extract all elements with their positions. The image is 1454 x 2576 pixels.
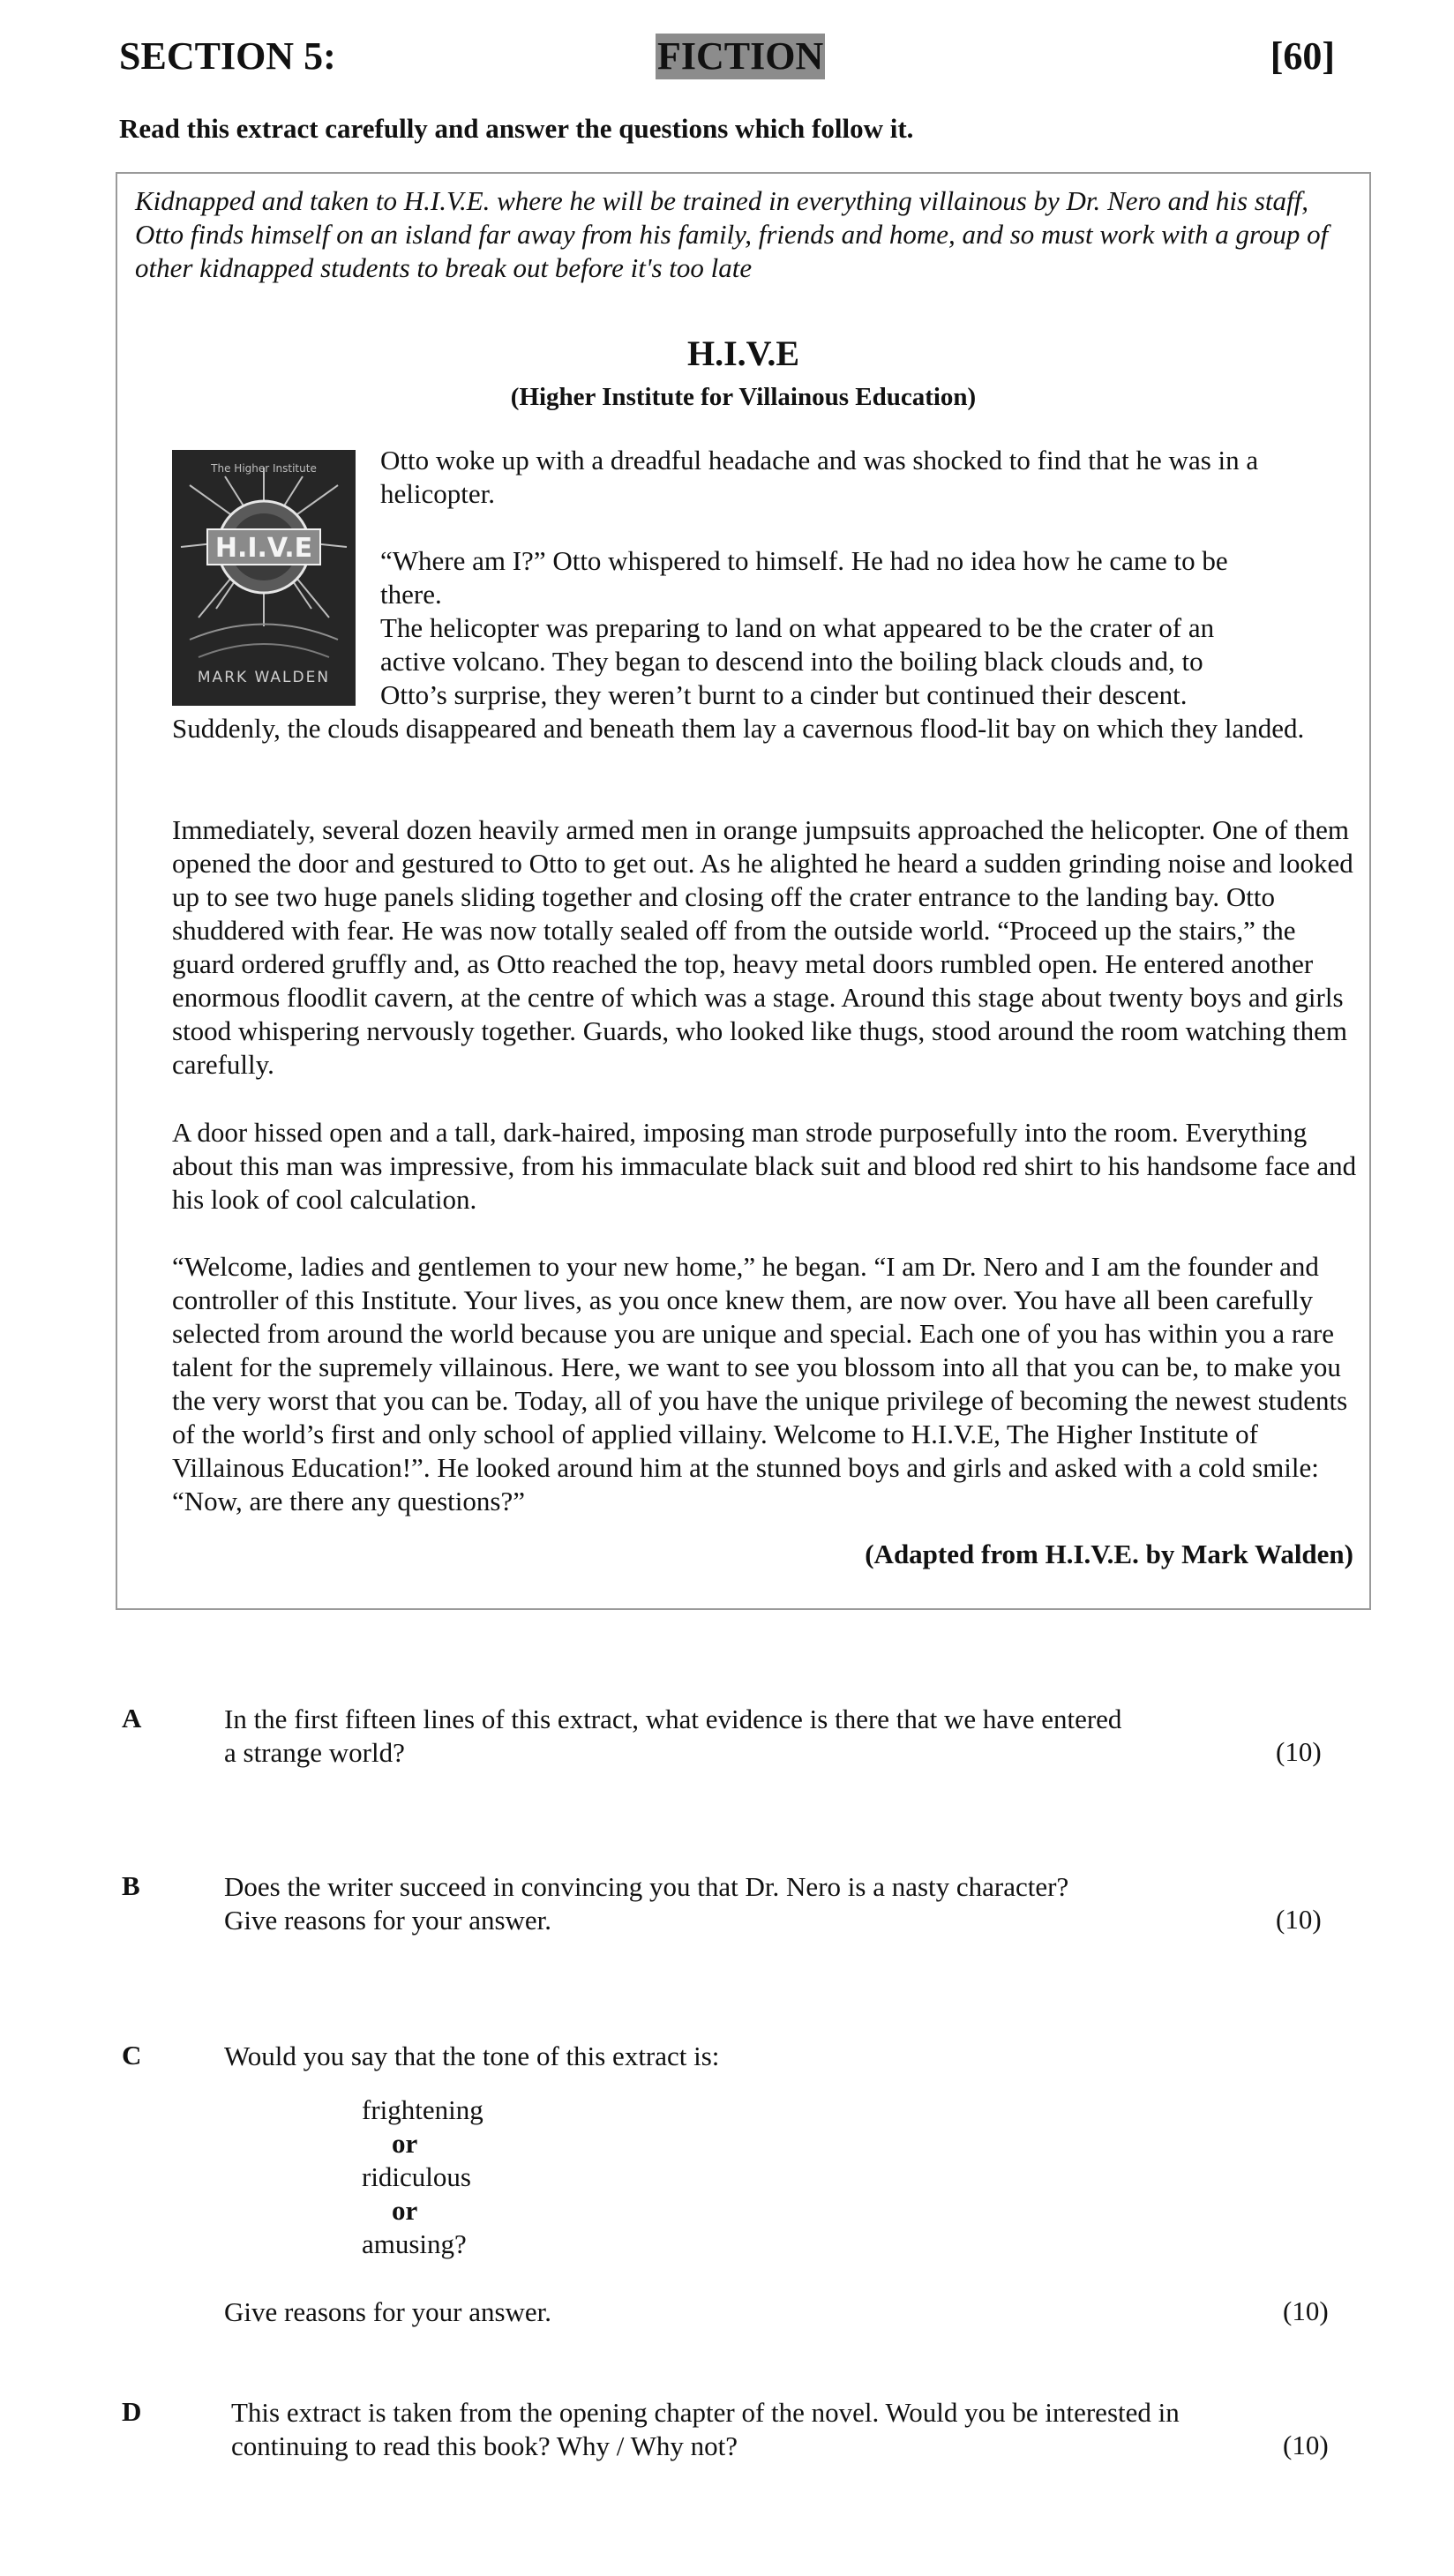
extract-intro: Kidnapped and taken to H.I.V.E. where he will be trained in everything villainous by Dr. Nero and his staff, Otto finds himself on an island far away from his family, friends and home, and so must work with a group of other kidnapped students to break out before it's too late (135, 185, 1329, 283)
extract-box (116, 172, 1371, 1610)
question-marks: (10) (1283, 2295, 1329, 2326)
question-text (224, 1870, 1239, 1937)
instruction: Read this extract carefully and answer the questions which follow it. (119, 113, 914, 144)
wrapped-paragraph (380, 444, 1351, 712)
cover-author: MARK WALDEN (197, 669, 331, 686)
wrap-line: active volcano. They began to descend into the boiling black clouds and, to (380, 646, 1203, 677)
paragraph-continue: Suddenly, the clouds disappeared and beneath them lay a cavernous flood-lit bay on which they landed. (172, 713, 1305, 744)
question-letter: C (122, 2040, 142, 2071)
paragraph-4: “Welcome, ladies and gentlemen to your new home,” he began. “I am Dr. Nero and I am the founder and controller of this Institute. Your lives, as you once knew them, are now over. You have all been carefully selected from around the world because you are unique and special. Each one of you has within you a rare talent for the supremely villainous. Here, we want to see you blossom into all that you can be, to make you the very worst that you can be. Today, all of you have the unique privilege of becoming the newest students of the world’s first and only school of applied villainy. Welcome to H.I.V.E, The Higher Institute of Villainous Education!”. He looked around him at the stunned boys and girls and asked with a cold smile: “Now, are there any questions?” (172, 1251, 1348, 1516)
cover-top-text: The Higher Institute (211, 462, 317, 475)
question-text (224, 1703, 1239, 1770)
section-title: FICTION (657, 34, 824, 78)
wrap-line: Otto woke up with a dreadful headache and was shocked to find that he was in a (380, 445, 1259, 476)
question-marks: (10) (1276, 1736, 1322, 1767)
tone-option: frightening (362, 2094, 483, 2125)
wrap-line: “Where am I?” Otto whispered to himself. He had no idea how he came to be (380, 545, 1228, 576)
book-cover-art (172, 450, 356, 706)
question-marks: (10) (1276, 1904, 1322, 1935)
question-line: Does the writer succeed in convincing you that Dr. Nero is a nasty character? (224, 1871, 1069, 1902)
question-letter: A (122, 1703, 142, 1734)
option-separator: or (392, 2128, 418, 2159)
question-line: This extract is taken from the opening chapter of the novel. Would you be interested in (231, 2397, 1180, 2428)
wrap-line: helicopter. (380, 478, 495, 509)
cover-logo-text: H.I.V.E (214, 533, 313, 564)
wrap-line: Otto’s surprise, they weren’t burnt to a cinder but continued their descent. (380, 679, 1188, 710)
question-line: a strange world? (224, 1737, 405, 1768)
extract-source: (Adapted from H.I.V.E. by Mark Walden) (865, 1539, 1353, 1569)
extract-title: H.I.V.E (686, 333, 800, 373)
section-total-marks: [60] (1270, 34, 1335, 78)
tone-option: amusing? (362, 2228, 467, 2259)
option-separator: or (392, 2195, 418, 2226)
tone-option: ridiculous (362, 2161, 471, 2192)
question-text: Would you say that the tone of this extract is: (224, 2041, 720, 2071)
question-text (231, 2396, 1272, 2463)
extract-subtitle: (Higher Institute for Villainous Education) (510, 383, 977, 411)
paragraph-2: Immediately, several dozen heavily armed men in orange jumpsuits approached the helicopter. One of them opened the door and gestured to Otto to get out. As he alighted he heard a sudden grinding noise and looked up to see two huge panels sliding together and closing off the crater entrance to the landing bay. Otto shuddered with fear. He was now totally sealed off from the outside world. “Proceed up the stairs,” the guard ordered gruffly and, as Otto reached the top, heavy metal doors rumbled open. He entered another enormous floodlit cavern, at the centre of which was a stage. Around this stage about twenty boys and girls stood whispering nervously together. Guards, who looked like thugs, stood around the room watching them carefully. (172, 814, 1353, 1080)
question-marks: (10) (1283, 2430, 1329, 2460)
question-line: continuing to read this book? Why / Why not? (231, 2430, 738, 2461)
book-cover-image (172, 450, 356, 706)
wrap-line: The helicopter was preparing to land on what appeared to be the crater of an (380, 612, 1215, 643)
question-letter: B (122, 1870, 140, 1901)
question-line: In the first fifteen lines of this extract, what evidence is there that we have entered (224, 1704, 1122, 1734)
section-label: SECTION 5: (119, 34, 336, 78)
section-header (119, 34, 1335, 86)
wrap-line: there. (380, 579, 442, 610)
question-text: Give reasons for your answer. (224, 2296, 552, 2327)
paragraph-3: A door hissed open and a tall, dark-haired, imposing man strode purposefully into the room. Everything about this man was impressive, from his immaculate black suit and blood red shirt to his handsome face and his look of cool calculation. (172, 1117, 1357, 1215)
wrap-line (380, 511, 1351, 544)
question-letter: D (122, 2396, 142, 2427)
question-line: Give reasons for your answer. (224, 1905, 552, 1936)
